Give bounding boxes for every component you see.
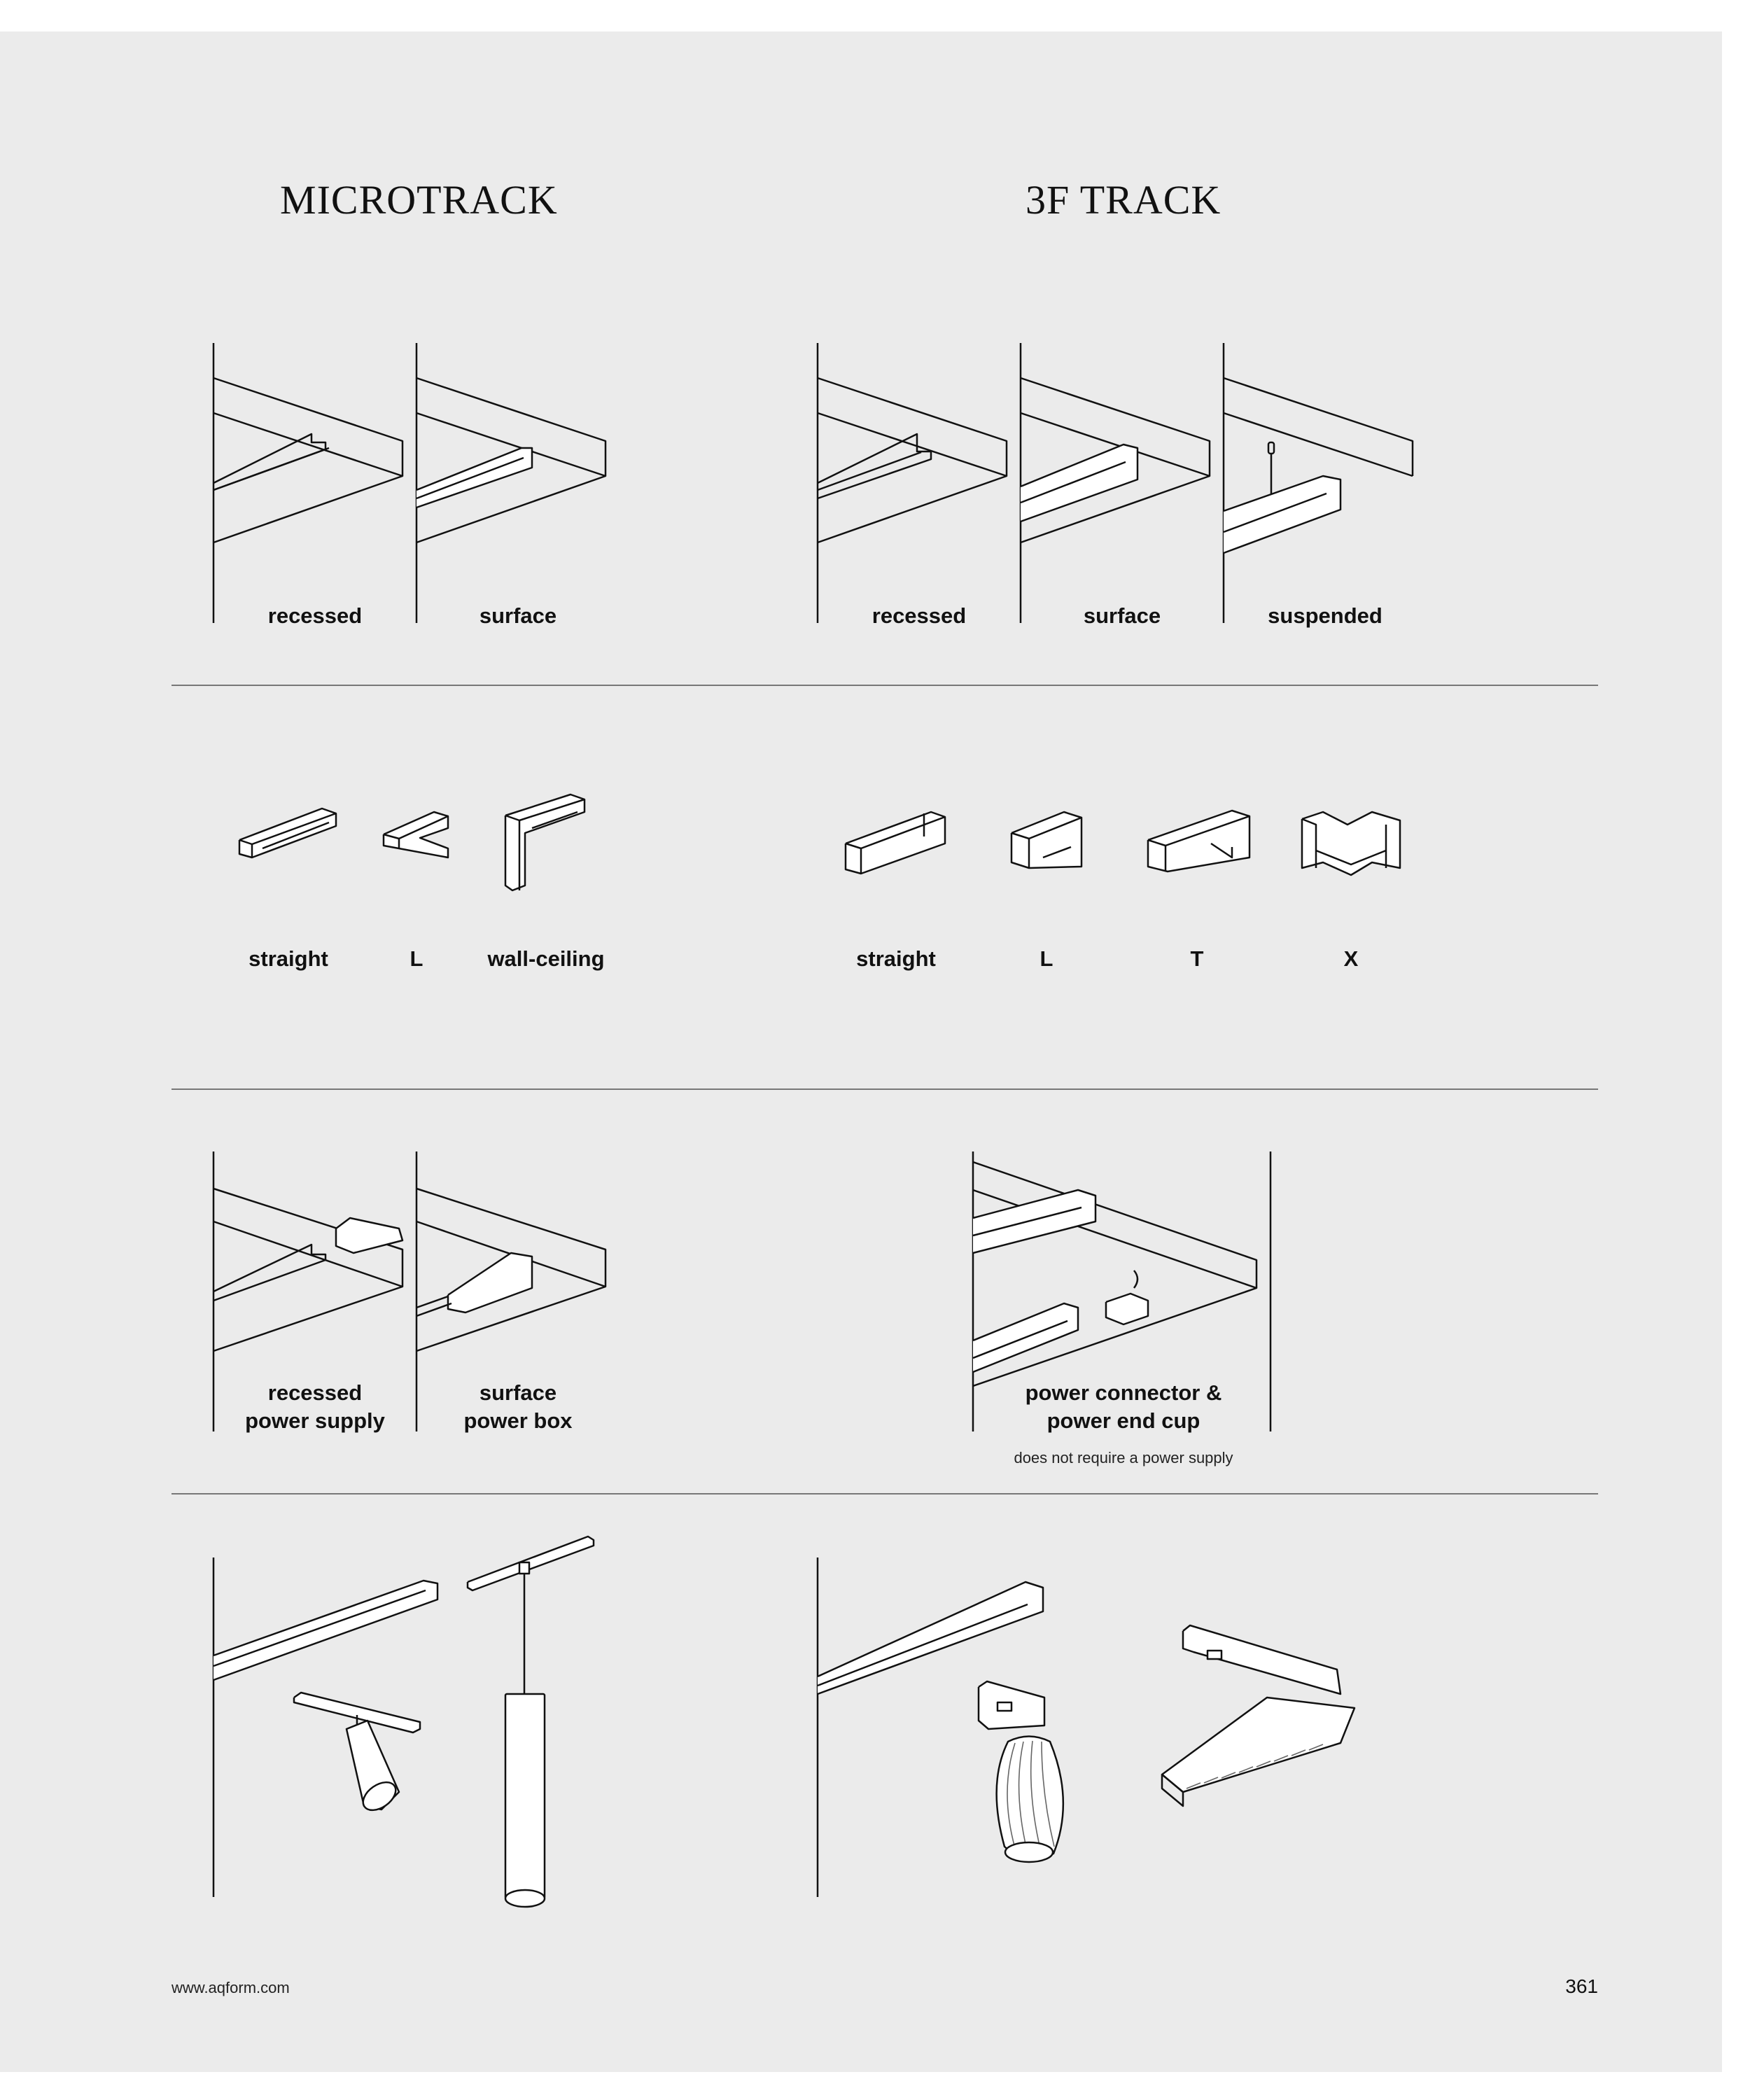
micro-straight-label: straight xyxy=(248,946,328,971)
micro-spotlight xyxy=(294,1693,420,1816)
threef-power-note: does not require a power supply xyxy=(1014,1449,1233,1466)
label-line: recessed xyxy=(267,1380,363,1405)
micro-wall-ceiling-label: wall-ceiling xyxy=(487,946,605,971)
threef-recessed-label: recessed xyxy=(872,603,967,628)
threef-t-label: T xyxy=(1190,946,1204,971)
micro-l-label: L xyxy=(410,946,424,971)
label-line: power supply xyxy=(245,1408,385,1433)
page-number: 361 xyxy=(1565,1975,1598,1997)
threef-ribbed-spotlight xyxy=(979,1681,1063,1862)
label-line: power end cup xyxy=(1046,1408,1200,1433)
threef-surface-label: surface xyxy=(1083,603,1161,628)
label-line: power box xyxy=(463,1408,573,1433)
label-line: surface xyxy=(479,1380,557,1405)
microtrack-title: MICROTRACK xyxy=(280,177,558,223)
footer-website: www.aqform.com xyxy=(172,1979,290,1996)
threef-x-label: X xyxy=(1343,946,1359,971)
threef-linear-spotlight xyxy=(1162,1625,1354,1806)
threef-track-title: 3F TRACK xyxy=(1026,177,1222,223)
threef-straight-label: straight xyxy=(856,946,936,971)
threef-suspended-label: suspended xyxy=(1268,603,1382,628)
micro-recessed-label: recessed xyxy=(267,603,363,628)
label-line: power connector & xyxy=(1025,1380,1222,1405)
threef-l-label: L xyxy=(1040,946,1054,971)
micro-pendant xyxy=(468,1536,594,1907)
micro-surface-label: surface xyxy=(479,603,557,628)
